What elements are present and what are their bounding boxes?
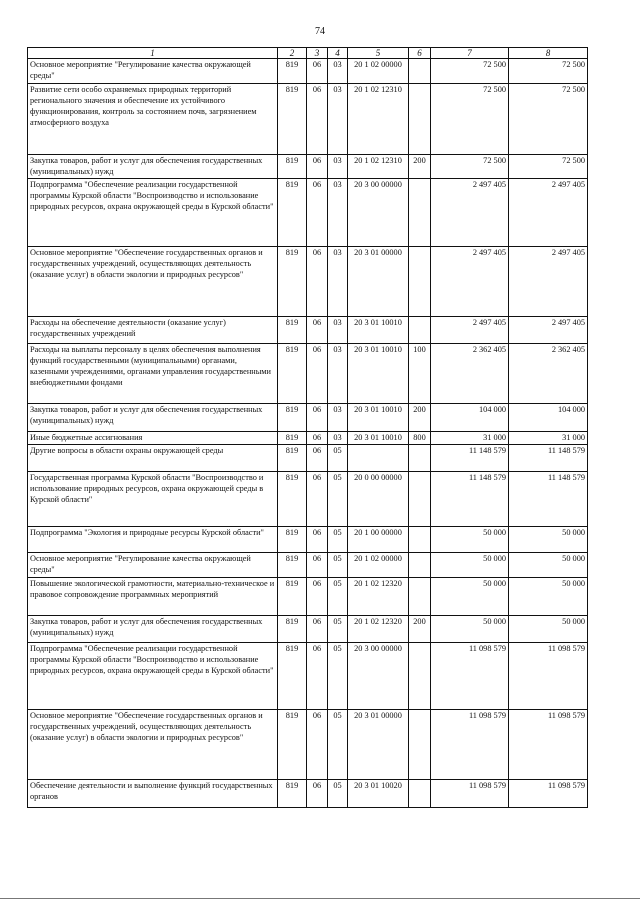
cell-ministry: 819 — [278, 179, 307, 247]
cell-amount-2: 50 000 — [509, 553, 588, 578]
cell-amount-2: 2 497 405 — [509, 179, 588, 247]
cell-subsection: 03 — [328, 247, 348, 317]
budget-table — [27, 47, 588, 808]
table-row — [28, 84, 588, 155]
cell-ministry: 819 — [278, 445, 307, 472]
cell-amount-2: 11 148 579 — [509, 445, 588, 472]
cell-section: 06 — [307, 179, 328, 247]
cell-subsection: 03 — [328, 404, 348, 432]
cell-section: 06 — [307, 527, 328, 553]
cell-expense-type — [409, 84, 431, 155]
column-header: 8 — [509, 48, 588, 59]
cell-expense-type — [409, 578, 431, 616]
cell-amount-1: 2 362 405 — [431, 344, 509, 404]
cell-expense-type — [409, 472, 431, 527]
cell-ministry: 819 — [278, 247, 307, 317]
cell-amount-1: 2 497 405 — [431, 317, 509, 344]
row-name: Государственная программа Курской области "Воспроизводство и использование природных ресурсов, охрана окружающей среды в Курской области" — [28, 472, 278, 527]
row-name: Закупка товаров, работ и услуг для обеспечения государственных (муниципальных) нужд — [28, 404, 278, 432]
cell-target: 20 3 01 00000 — [348, 247, 409, 317]
cell-amount-1: 2 497 405 — [431, 179, 509, 247]
cell-ministry: 819 — [278, 404, 307, 432]
cell-subsection: 05 — [328, 445, 348, 472]
table-row — [28, 710, 588, 780]
cell-subsection: 05 — [328, 578, 348, 616]
cell-amount-2: 50 000 — [509, 527, 588, 553]
column-header: 5 — [348, 48, 409, 59]
cell-amount-1: 104 000 — [431, 404, 509, 432]
column-header: 7 — [431, 48, 509, 59]
cell-section: 06 — [307, 710, 328, 780]
cell-subsection: 03 — [328, 344, 348, 404]
cell-amount-2: 72 500 — [509, 84, 588, 155]
cell-subsection: 03 — [328, 179, 348, 247]
table-row — [28, 59, 588, 84]
cell-subsection: 03 — [328, 317, 348, 344]
cell-ministry: 819 — [278, 527, 307, 553]
cell-expense-type — [409, 247, 431, 317]
column-header: 1 — [28, 48, 278, 59]
cell-amount-2: 50 000 — [509, 578, 588, 616]
cell-ministry: 819 — [278, 344, 307, 404]
cell-amount-1: 11 148 579 — [431, 445, 509, 472]
cell-amount-1: 72 500 — [431, 84, 509, 155]
cell-ministry: 819 — [278, 432, 307, 445]
cell-subsection: 05 — [328, 643, 348, 710]
cell-ministry: 819 — [278, 553, 307, 578]
cell-amount-2: 104 000 — [509, 404, 588, 432]
cell-amount-2: 72 500 — [509, 155, 588, 179]
cell-section: 06 — [307, 247, 328, 317]
table-row — [28, 344, 588, 404]
cell-target: 20 3 01 00000 — [348, 710, 409, 780]
table-row — [28, 247, 588, 317]
row-name: Иные бюджетные ассигнования — [28, 432, 278, 445]
cell-section: 06 — [307, 344, 328, 404]
cell-section: 06 — [307, 445, 328, 472]
cell-expense-type — [409, 445, 431, 472]
table-row — [28, 616, 588, 643]
row-name: Основное мероприятие "Обеспечение государственных органов и государственных учреждений, осуществляющих деятельность (оказание услуг) в области экологии и природных ресурсов" — [28, 247, 278, 317]
table-row — [28, 578, 588, 616]
cell-amount-1: 11 098 579 — [431, 780, 509, 808]
cell-section: 06 — [307, 780, 328, 808]
row-name: Повышение экологической грамотности, материально-техническое и правовое сопровождение программных мероприятий — [28, 578, 278, 616]
cell-amount-1: 11 098 579 — [431, 710, 509, 780]
cell-target: 20 1 02 00000 — [348, 553, 409, 578]
header-row — [28, 48, 588, 59]
table-row — [28, 155, 588, 179]
table-row — [28, 643, 588, 710]
cell-section: 06 — [307, 84, 328, 155]
column-header: 4 — [328, 48, 348, 59]
cell-section: 06 — [307, 472, 328, 527]
cell-target: 20 3 01 10010 — [348, 344, 409, 404]
table-row — [28, 553, 588, 578]
row-name: Закупка товаров, работ и услуг для обеспечения государственных (муниципальных) нужд — [28, 155, 278, 179]
row-name: Развитие сети особо охраняемых природных территорий регионального значения и обеспечение их устойчивого функционирования, контроль за состоянием почв, загрязнением атмосферного воздуха — [28, 84, 278, 155]
cell-amount-2: 2 497 405 — [509, 247, 588, 317]
cell-target: 20 1 02 12310 — [348, 155, 409, 179]
cell-expense-type — [409, 780, 431, 808]
cell-section: 06 — [307, 317, 328, 344]
table-row — [28, 404, 588, 432]
cell-expense-type: 100 — [409, 344, 431, 404]
table-row — [28, 432, 588, 445]
cell-subsection: 05 — [328, 616, 348, 643]
cell-target: 20 3 01 10020 — [348, 780, 409, 808]
cell-amount-2: 11 098 579 — [509, 643, 588, 710]
cell-expense-type: 200 — [409, 404, 431, 432]
cell-ministry: 819 — [278, 472, 307, 527]
cell-expense-type: 200 — [409, 616, 431, 643]
page-number: 74 — [315, 26, 325, 37]
cell-amount-2: 11 098 579 — [509, 710, 588, 780]
cell-amount-2: 2 362 405 — [509, 344, 588, 404]
cell-amount-1: 11 148 579 — [431, 472, 509, 527]
cell-section: 06 — [307, 404, 328, 432]
cell-subsection: 05 — [328, 710, 348, 780]
cell-section: 06 — [307, 616, 328, 643]
cell-ministry: 819 — [278, 59, 307, 84]
column-header: 6 — [409, 48, 431, 59]
column-header: 3 — [307, 48, 328, 59]
table-row — [28, 780, 588, 808]
cell-subsection: 05 — [328, 553, 348, 578]
cell-amount-2: 2 497 405 — [509, 317, 588, 344]
cell-subsection: 05 — [328, 780, 348, 808]
table-row — [28, 317, 588, 344]
row-name: Обеспечение деятельности и выполнение функций государственных органов — [28, 780, 278, 808]
row-name: Закупка товаров, работ и услуг для обеспечения государственных (муниципальных) нужд — [28, 616, 278, 643]
cell-ministry: 819 — [278, 317, 307, 344]
cell-expense-type — [409, 553, 431, 578]
cell-ministry: 819 — [278, 643, 307, 710]
table-row — [28, 445, 588, 472]
cell-subsection: 03 — [328, 84, 348, 155]
cell-amount-1: 11 098 579 — [431, 643, 509, 710]
cell-target: 20 1 02 12310 — [348, 84, 409, 155]
cell-amount-1: 72 500 — [431, 59, 509, 84]
cell-amount-1: 31 000 — [431, 432, 509, 445]
cell-amount-2: 11 098 579 — [509, 780, 588, 808]
cell-amount-2: 31 000 — [509, 432, 588, 445]
row-name: Другие вопросы в области охраны окружающей среды — [28, 445, 278, 472]
cell-ministry: 819 — [278, 616, 307, 643]
cell-amount-2: 50 000 — [509, 616, 588, 643]
cell-ministry: 819 — [278, 780, 307, 808]
cell-section: 06 — [307, 553, 328, 578]
cell-target: 20 1 02 00000 — [348, 59, 409, 84]
table-row — [28, 179, 588, 247]
cell-section: 06 — [307, 578, 328, 616]
cell-section: 06 — [307, 59, 328, 84]
table-row — [28, 472, 588, 527]
cell-target: 20 1 02 12320 — [348, 578, 409, 616]
cell-subsection: 03 — [328, 155, 348, 179]
cell-subsection: 05 — [328, 527, 348, 553]
row-name: Подпрограмма "Обеспечение реализации государственной программы Курской области "Воспроизводство и использование природных ресурсов, охрана окружающей среды в Курской области" — [28, 179, 278, 247]
cell-target: 20 1 00 00000 — [348, 527, 409, 553]
row-name: Подпрограмма "Обеспечение реализации государственной программы Курской области "Воспроизводство и использование природных ресурсов, охрана окружающей среды в Курской области" — [28, 643, 278, 710]
cell-amount-2: 11 148 579 — [509, 472, 588, 527]
cell-section: 06 — [307, 432, 328, 445]
cell-target — [348, 445, 409, 472]
row-name: Расходы на обеспечение деятельности (оказание услуг) государственных учреждений — [28, 317, 278, 344]
cell-expense-type: 200 — [409, 155, 431, 179]
cell-target: 20 0 00 00000 — [348, 472, 409, 527]
cell-expense-type: 800 — [409, 432, 431, 445]
row-name: Основное мероприятие "Обеспечение государственных органов и государственных учреждений, осуществляющих деятельность (оказание услуг) в области экологии и природных ресурсов" — [28, 710, 278, 780]
cell-section: 06 — [307, 155, 328, 179]
cell-ministry: 819 — [278, 84, 307, 155]
cell-amount-1: 72 500 — [431, 155, 509, 179]
cell-target: 20 3 01 10010 — [348, 317, 409, 344]
cell-expense-type — [409, 527, 431, 553]
column-header: 2 — [278, 48, 307, 59]
cell-target: 20 3 00 00000 — [348, 179, 409, 247]
row-name: Расходы на выплаты персоналу в целях обеспечения выполнения функций государственными (муниципальными) органами, казенными учреждениями, органами управления государственными внебюджетными фондами — [28, 344, 278, 404]
cell-amount-1: 50 000 — [431, 527, 509, 553]
cell-target: 20 3 00 00000 — [348, 643, 409, 710]
cell-expense-type — [409, 179, 431, 247]
cell-amount-2: 72 500 — [509, 59, 588, 84]
cell-amount-1: 50 000 — [431, 616, 509, 643]
cell-ministry: 819 — [278, 578, 307, 616]
cell-target: 20 3 01 10010 — [348, 432, 409, 445]
cell-section: 06 — [307, 643, 328, 710]
cell-expense-type — [409, 317, 431, 344]
cell-subsection: 05 — [328, 472, 348, 527]
cell-subsection: 03 — [328, 432, 348, 445]
cell-expense-type — [409, 643, 431, 710]
cell-target: 20 1 02 12320 — [348, 616, 409, 643]
cell-amount-1: 2 497 405 — [431, 247, 509, 317]
cell-amount-1: 50 000 — [431, 553, 509, 578]
cell-subsection: 03 — [328, 59, 348, 84]
cell-ministry: 819 — [278, 710, 307, 780]
cell-expense-type — [409, 710, 431, 780]
cell-target: 20 3 01 10010 — [348, 404, 409, 432]
row-name: Подпрограмма "Экология и природные ресурсы Курской области" — [28, 527, 278, 553]
row-name: Основное мероприятие "Регулирование качества окружающей среды" — [28, 59, 278, 84]
cell-expense-type — [409, 59, 431, 84]
cell-amount-1: 50 000 — [431, 578, 509, 616]
cell-ministry: 819 — [278, 155, 307, 179]
table-row — [28, 527, 588, 553]
page-bottom-divider — [0, 898, 640, 899]
row-name: Основное мероприятие "Регулирование качества окружающей среды" — [28, 553, 278, 578]
